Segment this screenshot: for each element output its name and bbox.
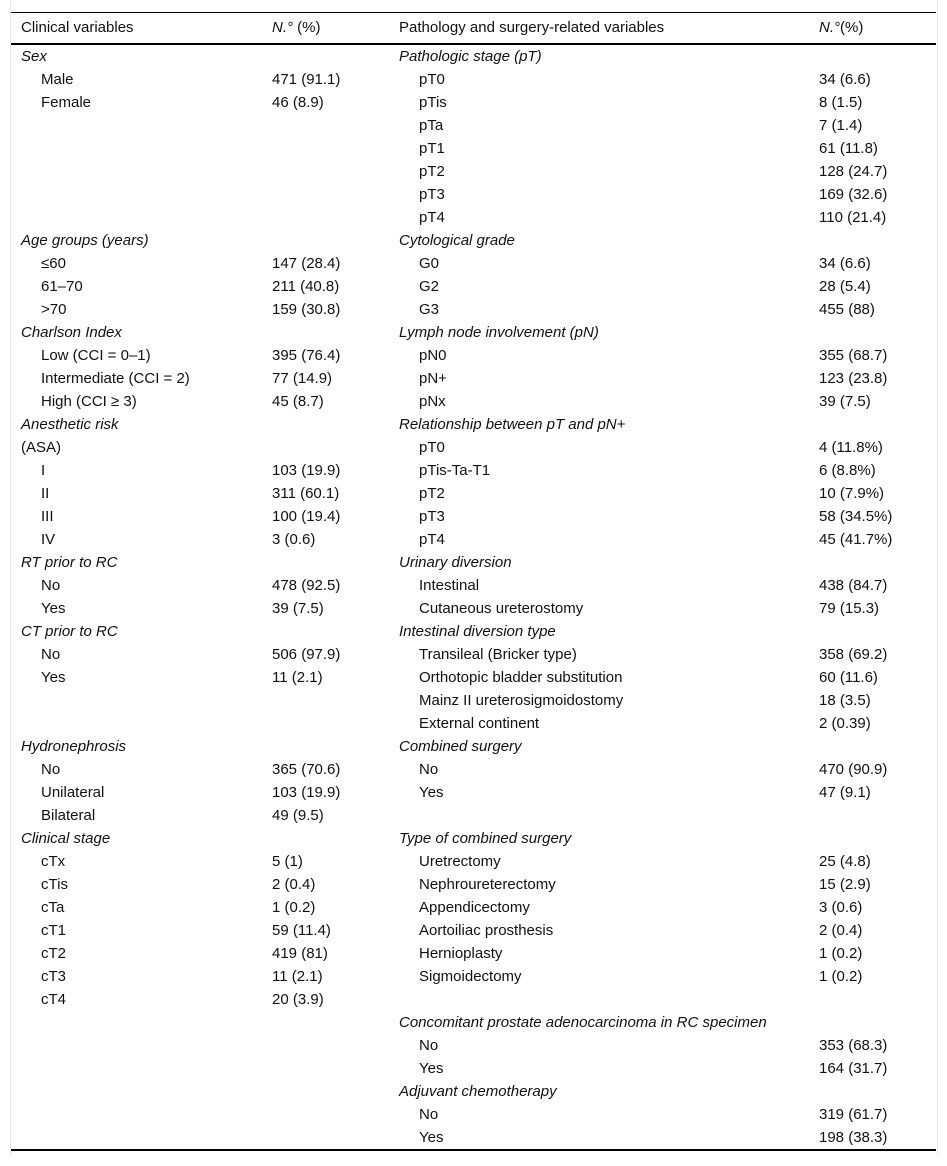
clinical-variable-value: 5 (1) xyxy=(272,853,303,870)
pathology-variable-value: 123 (23.8) xyxy=(819,370,888,387)
table-header xyxy=(11,13,936,45)
pathology-variable-value: 61 (11.8) xyxy=(819,140,878,157)
clinical-variable-value xyxy=(262,735,379,758)
clinical-variable-value: 100 (19.4) xyxy=(272,508,341,525)
clinical-variable-label: Female xyxy=(41,94,92,111)
clinical-variable-value xyxy=(262,712,379,735)
pathology-variable-value xyxy=(809,551,936,574)
clinical-variable-value: 45 (8.7) xyxy=(272,393,324,410)
clinical-variable-value: 11 (2.1) xyxy=(272,968,323,985)
clinical-variable-label: 61–70 xyxy=(41,278,83,295)
clinical-variable-label: Low (CCI = 0–1) xyxy=(41,347,151,364)
clinical-variable-value: 419 (81) xyxy=(272,945,328,962)
table-row xyxy=(11,183,936,206)
pathology-variable-label: No xyxy=(419,1106,439,1123)
clinical-variable-value: 49 (9.5) xyxy=(272,807,324,824)
clinical-variable-label: cTa xyxy=(41,899,65,916)
pathology-variable-label xyxy=(379,988,809,1011)
header-count-left xyxy=(262,13,379,45)
clinical-variable-value xyxy=(262,160,379,183)
table-row xyxy=(11,459,936,482)
clinical-variable-label: cT3 xyxy=(41,968,67,985)
pathology-variable-value xyxy=(809,413,936,436)
table-row xyxy=(11,44,936,68)
pathology-variable-value: 470 (90.9) xyxy=(819,761,888,778)
table-row xyxy=(11,758,936,781)
pathology-variable-value: 28 (5.4) xyxy=(819,278,871,295)
table-row xyxy=(11,275,936,298)
clinical-variable-value xyxy=(262,321,379,344)
pathology-variable-value: 2 (0.4) xyxy=(819,922,863,939)
clinical-variable-label: cT2 xyxy=(41,945,67,962)
pathology-variable-label: pT0 xyxy=(419,71,445,88)
pathology-variable-value: 1 (0.2) xyxy=(819,968,863,985)
table-row xyxy=(11,919,936,942)
pathology-variable-value: 60 (11.6) xyxy=(819,669,878,686)
pathology-variable-label: Nephroureterectomy xyxy=(419,876,556,893)
pathology-variable-value: 4 (11.8%) xyxy=(819,439,883,456)
table-row xyxy=(11,873,936,896)
pathology-variable-value: 7 (1.4) xyxy=(819,117,863,134)
pathology-variable-label: Orthotopic bladder substitution xyxy=(419,669,623,686)
clinical-variable-label xyxy=(11,689,262,712)
clinical-variable-value xyxy=(262,44,379,68)
clinical-variable-label: Age groups (years) xyxy=(21,232,149,249)
clinical-variable-label: ≤60 xyxy=(41,255,66,272)
table-row xyxy=(11,160,936,183)
table-row xyxy=(11,229,936,252)
pathology-variable-value: 319 (61.7) xyxy=(819,1106,888,1123)
table-row xyxy=(11,896,936,919)
pathology-variable-value: 128 (24.7) xyxy=(819,163,888,180)
table-row xyxy=(11,367,936,390)
pathology-variable-value: 455 (88) xyxy=(819,301,875,318)
pathology-variable-label: Type of combined surgery xyxy=(399,830,572,847)
pathology-variable-label: No xyxy=(419,761,439,778)
clinical-variable-value xyxy=(262,229,379,252)
pathology-variable-value: 1 (0.2) xyxy=(819,945,863,962)
clinical-variable-label: II xyxy=(41,485,50,502)
pathology-variable-value: 2 (0.39) xyxy=(819,715,871,732)
clinical-variable-value xyxy=(262,689,379,712)
pathology-variable-label xyxy=(379,804,809,827)
table-row xyxy=(11,505,936,528)
pathology-variable-value xyxy=(809,804,936,827)
pathology-variable-label: G2 xyxy=(419,278,440,295)
clinical-variable-value: 103 (19.9) xyxy=(272,462,341,479)
pathology-variable-value xyxy=(809,735,936,758)
table-row xyxy=(11,551,936,574)
table-row xyxy=(11,298,936,321)
clinical-variable-label: (ASA) xyxy=(21,439,62,456)
pathology-variable-value xyxy=(809,229,936,252)
pathology-variable-label: Uretrectomy xyxy=(419,853,501,870)
pathology-variable-value: 39 (7.5) xyxy=(819,393,871,410)
table-row xyxy=(11,712,936,735)
table-row xyxy=(11,942,936,965)
pathology-variable-label: Intestinal xyxy=(419,577,480,594)
clinical-variable-value: 506 (97.9) xyxy=(272,646,341,663)
pathology-variable-value xyxy=(809,44,936,68)
pathology-variable-label: pT4 xyxy=(419,209,445,226)
clinical-variable-label: cT1 xyxy=(41,922,67,939)
clinical-variable-label: Charlson Index xyxy=(21,324,122,341)
clinical-variable-label: Unilateral xyxy=(41,784,105,801)
clinical-variable-label xyxy=(11,1011,262,1034)
clinical-variable-value: 365 (70.6) xyxy=(272,761,341,778)
clinical-variable-value xyxy=(262,137,379,160)
pathology-variable-value: 6 (8.8%) xyxy=(819,462,876,479)
table-row xyxy=(11,114,936,137)
clinical-variable-label: IV xyxy=(41,531,56,548)
table-row xyxy=(11,620,936,643)
pathology-variable-value: 164 (31.7) xyxy=(819,1060,888,1077)
clinical-variable-label: >70 xyxy=(41,301,67,318)
pathology-variable-label: Relationship between pT and pN+ xyxy=(399,416,626,433)
clinical-variable-label: I xyxy=(41,462,46,479)
clinical-variable-value: 159 (30.8) xyxy=(272,301,341,318)
clinical-variable-label: No xyxy=(41,577,61,594)
pathology-variable-value: 358 (69.2) xyxy=(819,646,888,663)
table-row xyxy=(11,252,936,275)
pathology-variable-label: Pathologic stage (pT) xyxy=(399,48,542,65)
clinical-variable-label: Bilateral xyxy=(41,807,96,824)
pathology-variable-label: Appendicectomy xyxy=(419,899,530,916)
clinical-variable-value: 46 (8.9) xyxy=(272,94,324,111)
clinical-variable-label: No xyxy=(41,761,61,778)
clinical-variable-value xyxy=(262,551,379,574)
pathology-variable-label: Cytological grade xyxy=(399,232,515,249)
table-row xyxy=(11,1126,936,1150)
clinical-variable-value: 147 (28.4) xyxy=(272,255,341,272)
header-clinical-variables: Clinical variables xyxy=(21,19,134,36)
table-row xyxy=(11,1080,936,1103)
pathology-variable-label: pT3 xyxy=(419,508,445,525)
pathology-variable-label: Lymph node involvement (pN) xyxy=(399,324,599,341)
clinical-variable-value: 39 (7.5) xyxy=(272,600,324,617)
pathology-variable-label: pT3 xyxy=(419,186,445,203)
table-row xyxy=(11,689,936,712)
header-count-left-abbr: N.° xyxy=(272,19,293,36)
clinical-variable-label: Anesthetic risk xyxy=(21,416,119,433)
pathology-variable-label: Urinary diversion xyxy=(399,554,512,571)
header-row xyxy=(11,13,936,45)
pathology-variable-value: 10 (7.9%) xyxy=(819,485,885,502)
table-row xyxy=(11,804,936,827)
header-count-right-pct: (%) xyxy=(840,19,864,36)
table-body xyxy=(11,44,936,1150)
clinical-variable-value: 211 (40.8) xyxy=(272,278,340,295)
clinical-variable-label: Male xyxy=(41,71,74,88)
table-row xyxy=(11,206,936,229)
clinical-variable-value xyxy=(262,183,379,206)
table-row xyxy=(11,666,936,689)
pathology-variable-value: 110 (21.4) xyxy=(819,209,887,226)
clinical-variable-label: Clinical stage xyxy=(21,830,111,847)
clinical-variable-value: 2 (0.4) xyxy=(272,876,316,893)
table-row xyxy=(11,1057,936,1080)
clinical-variable-label xyxy=(11,1080,262,1103)
header-count-left-pct: (%) xyxy=(297,19,321,36)
header-count-right xyxy=(809,13,936,45)
clinical-variable-label: RT prior to RC xyxy=(21,554,118,571)
table-row xyxy=(11,827,936,850)
pathology-variable-label: pT1 xyxy=(419,140,445,157)
table-row xyxy=(11,413,936,436)
clinical-variable-value xyxy=(262,436,379,459)
clinical-variable-value xyxy=(262,1057,379,1080)
clinical-variable-label: High (CCI ≥ 3) xyxy=(41,393,137,410)
clinical-variable-value: 59 (11.4) xyxy=(272,922,331,939)
table-row xyxy=(11,68,936,91)
table-row xyxy=(11,344,936,367)
pathology-variable-label: G0 xyxy=(419,255,440,272)
clinical-variable-label: Intermediate (CCI = 2) xyxy=(41,370,190,387)
pathology-variable-value xyxy=(809,1080,936,1103)
pathology-variable-value: 47 (9.1) xyxy=(819,784,871,801)
pathology-variable-value: 79 (15.3) xyxy=(819,600,880,617)
pathology-variable-label: pT2 xyxy=(419,485,445,502)
table-row xyxy=(11,1103,936,1126)
pathology-variable-value xyxy=(809,321,936,344)
pathology-variable-label: pT4 xyxy=(419,531,445,548)
pathology-variable-value: 169 (32.6) xyxy=(819,186,888,203)
table-row xyxy=(11,965,936,988)
pathology-variable-label: Transileal (Bricker type) xyxy=(419,646,577,663)
table-row xyxy=(11,321,936,344)
pathology-variable-label: pN+ xyxy=(419,370,447,387)
pathology-variable-value: 25 (4.8) xyxy=(819,853,871,870)
clinical-variable-value xyxy=(262,1080,379,1103)
pathology-variable-value: 58 (34.5%) xyxy=(819,508,893,525)
pathology-variable-value xyxy=(809,988,936,1011)
pathology-variable-label: Hernioplasty xyxy=(419,945,503,962)
header-count-right-abbr: N.° xyxy=(819,19,840,36)
clinical-variable-value xyxy=(262,1103,379,1126)
clinical-variable-value xyxy=(262,413,379,436)
pathology-variable-label: pN0 xyxy=(419,347,447,364)
pathology-variable-value: 18 (3.5) xyxy=(819,692,871,709)
pathology-variable-value: 34 (6.6) xyxy=(819,255,871,272)
clinical-variable-value: 103 (19.9) xyxy=(272,784,341,801)
clinical-variable-label: cTx xyxy=(41,853,66,870)
clinical-variable-value xyxy=(262,114,379,137)
clinical-variable-label xyxy=(11,1126,262,1150)
pathology-variable-label: Cutaneous ureterostomy xyxy=(419,600,584,617)
clinical-variable-label xyxy=(11,183,262,206)
pathology-variable-label: Adjuvant chemotherapy xyxy=(399,1083,557,1100)
table-row xyxy=(11,850,936,873)
pathology-variable-label: Combined surgery xyxy=(399,738,522,755)
clinical-variable-label: No xyxy=(41,646,61,663)
clinical-variable-value xyxy=(262,1011,379,1034)
pathology-variable-value xyxy=(809,1011,936,1034)
pathology-variable-label: Yes xyxy=(419,784,444,801)
pathology-variable-label: pTis xyxy=(419,94,447,111)
pathology-variable-label: Intestinal diversion type xyxy=(399,623,556,640)
clinical-variable-value xyxy=(262,1034,379,1057)
pathology-variable-label: Yes xyxy=(419,1060,444,1077)
pathology-variable-label: Concomitant prostate adenocarcinoma in RC specimen xyxy=(399,1014,767,1031)
clinical-variable-value: 3 (0.6) xyxy=(272,531,316,548)
clinical-variable-value: 77 (14.9) xyxy=(272,370,333,387)
pathology-variable-value: 198 (38.3) xyxy=(809,1126,936,1150)
table-row xyxy=(11,137,936,160)
table-row xyxy=(11,91,936,114)
pathology-variable-label: Yes xyxy=(379,1126,809,1150)
pathology-variable-label: Mainz II ureterosigmoidostomy xyxy=(419,692,624,709)
table-row xyxy=(11,528,936,551)
clinical-variable-label xyxy=(11,114,262,137)
clinical-variable-label xyxy=(11,160,262,183)
pathology-variable-label: No xyxy=(419,1037,439,1054)
pathology-variable-value: 353 (68.3) xyxy=(819,1037,888,1054)
clinical-variable-label xyxy=(11,1103,262,1126)
clinical-variables-table xyxy=(11,12,936,1151)
clinical-variable-label: Sex xyxy=(21,48,47,65)
clinical-variable-label xyxy=(11,206,262,229)
clinical-variable-label: cTis xyxy=(41,876,68,893)
pathology-variable-value: 45 (41.7%) xyxy=(819,531,893,548)
table-row xyxy=(11,482,936,505)
clinical-variable-value xyxy=(262,620,379,643)
clinical-variable-value: 471 (91.1) xyxy=(272,71,341,88)
clinical-variable-label xyxy=(11,137,262,160)
table-row xyxy=(11,643,936,666)
table-row xyxy=(11,988,936,1011)
clinical-variable-label: III xyxy=(41,508,54,525)
pathology-variable-value xyxy=(809,827,936,850)
table-row xyxy=(11,574,936,597)
table-row xyxy=(11,436,936,459)
pathology-variable-label: pT0 xyxy=(419,439,445,456)
pathology-variable-label: pT2 xyxy=(419,163,445,180)
pathology-variable-value: 34 (6.6) xyxy=(819,71,871,88)
pathology-variable-label: pTis-Ta-T1 xyxy=(419,462,491,479)
pathology-variable-value: 15 (2.9) xyxy=(819,876,871,893)
pathology-variable-value: 438 (84.7) xyxy=(819,577,888,594)
pathology-variable-label: Aortoiliac prosthesis xyxy=(419,922,554,939)
clinical-variable-value: 20 (3.9) xyxy=(272,991,324,1008)
clinical-variable-value xyxy=(262,827,379,850)
clinical-variable-label: Yes xyxy=(41,600,66,617)
clinical-variable-label xyxy=(11,1034,262,1057)
table-row xyxy=(11,597,936,620)
clinical-variable-value: 311 (60.1) xyxy=(272,485,340,502)
clinical-variable-value xyxy=(262,206,379,229)
pathology-variable-label: pNx xyxy=(419,393,446,410)
clinical-variable-value: 478 (92.5) xyxy=(272,577,341,594)
pathology-variable-label: G3 xyxy=(419,301,440,318)
pathology-variable-label: External continent xyxy=(419,715,540,732)
header-pathology-variables: Pathology and surgery-related variables xyxy=(399,19,665,36)
table-row xyxy=(11,390,936,413)
clinical-variable-label: CT prior to RC xyxy=(21,623,118,640)
clinical-variable-label: Hydronephrosis xyxy=(21,738,127,755)
pathology-variable-label: pTa xyxy=(419,117,444,134)
clinical-variable-value: 395 (76.4) xyxy=(272,347,341,364)
pathology-variable-label: Sigmoidectomy xyxy=(419,968,522,985)
clinical-variable-label xyxy=(11,1057,262,1080)
pathology-variable-value: 3 (0.6) xyxy=(819,899,863,916)
table-row xyxy=(11,1034,936,1057)
clinical-variable-label: Yes xyxy=(41,669,66,686)
pathology-variable-value xyxy=(809,620,936,643)
clinical-variable-label: cT4 xyxy=(41,991,67,1008)
clinical-variable-value xyxy=(262,1126,379,1150)
clinical-variable-value: 1 (0.2) xyxy=(272,899,316,916)
table-row xyxy=(11,735,936,758)
pathology-variable-value: 8 (1.5) xyxy=(819,94,863,111)
clinical-variable-label xyxy=(11,712,262,735)
clinical-variable-value: 11 (2.1) xyxy=(272,669,323,686)
table-row xyxy=(11,1011,936,1034)
pathology-variable-value: 355 (68.7) xyxy=(819,347,888,364)
table-row xyxy=(11,781,936,804)
